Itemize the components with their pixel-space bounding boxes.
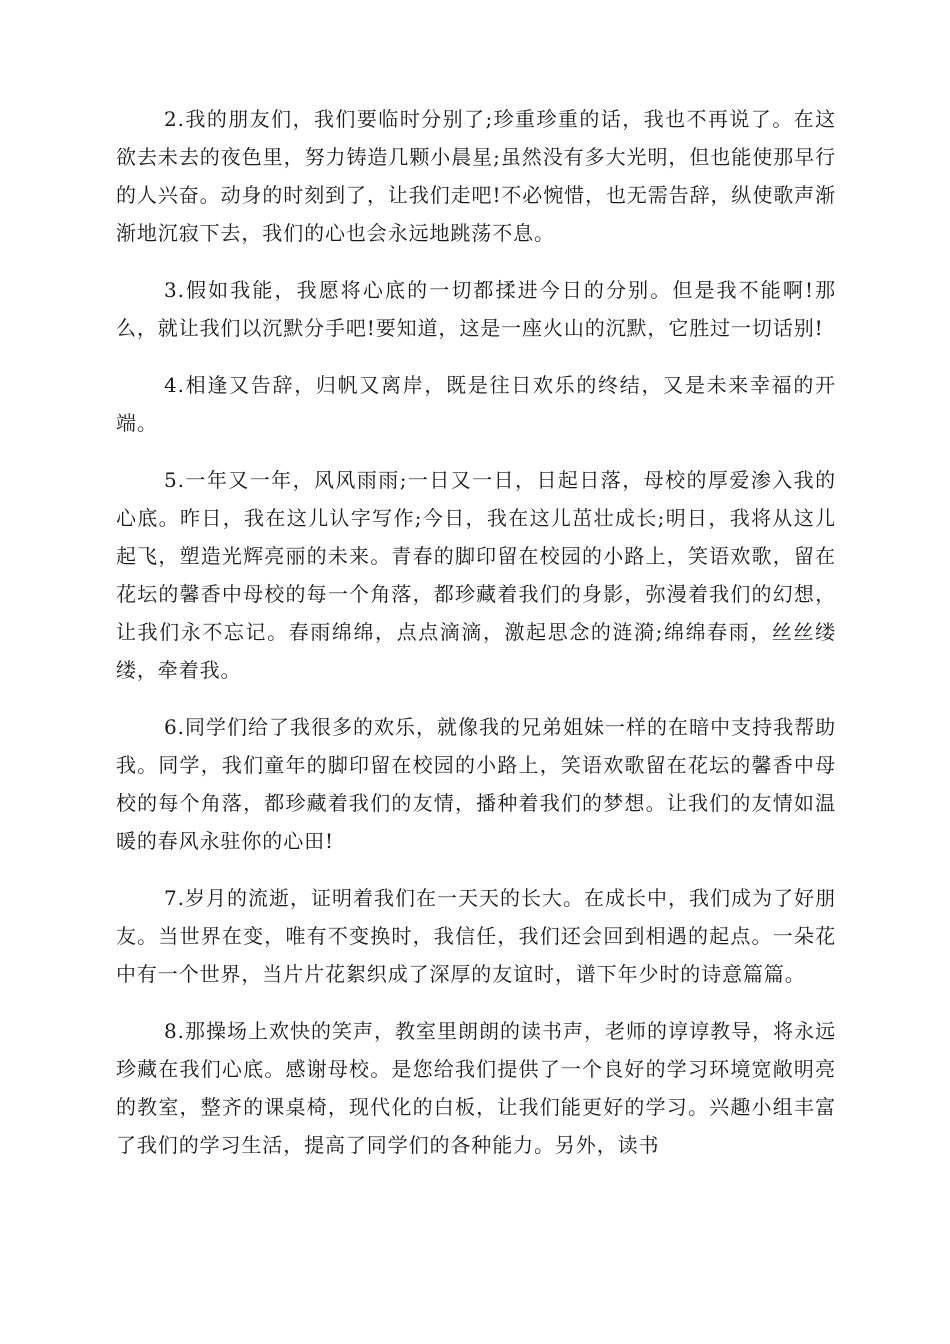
paragraph-6: 6.同学们给了我很多的欢乐，就像我的兄弟姐妹一样的在暗中支持我帮助我。同学，我们童年的脚印留在校园的小路上，笑语欢歌留在花坛的馨香中母校的每个角落，都珍藏着我们的友情，播种着我们的梦想。让我们的友情如温暖的春风永驻你的心田! (116, 715, 836, 853)
paragraph-4: 4.相逢又告辞，归帆又离岸，既是往日欢乐的终结，又是未来幸福的开端。 (116, 373, 836, 435)
paragraph-5: 5.一年又一年，风风雨雨;一日又一日，日起日落，母校的厚爱渗入我的心底。昨日，我在这儿认字写作;今日，我在这儿茁壮成长;明日，我将从这儿起飞，塑造光辉亮丽的未来。青春的脚印留在校园的小路上，笑语欢歌，留在花坛的馨香中母校的每一个角落，都珍藏着我们的身影，弥漫着我们的幻想，让我们永不忘记。春雨绵绵，点点滴滴，激起思念的涟漪;绵绵春雨，丝丝缕缕，牵着我。 (116, 468, 836, 682)
document-body (116, 100, 836, 1183)
paragraph-8: 8.那操场上欢快的笑声，教室里朗朗的读书声，老师的谆谆教导，将永远珍藏在我们心底。感谢母校。是您给我们提供了一个良好的学习环境宽敞明亮的教室，整齐的课桌椅，现代化的白板，让我们能更好的学习。兴趣小组丰富了我们的学习生活，提高了同学们的各种能力。另外，读书 (116, 1019, 836, 1157)
paragraph-2: 2.我的朋友们，我们要临时分别了;珍重珍重的话，我也不再说了。在这欲去未去的夜色里，努力铸造几颗小晨星;虽然没有多大光明，但也能使那早行的人兴奋。动身的时刻到了，让我们走吧!不必惋惜，也无需告辞，纵使歌声渐渐地沉寂下去，我们的心也会永远地跳荡不息。 (116, 107, 836, 245)
paragraph-3: 3.假如我能，我愿将心底的一切都揉进今日的分别。但是我不能啊!那么，就让我们以沉默分手吧!要知道，这是一座火山的沉默，它胜过一切话别! (116, 278, 836, 340)
paragraph-7: 7.岁月的流逝，证明着我们在一天天的长大。在成长中，我们成为了好朋友。当世界在变，唯有不变换时，我信任，我们还会回到相遇的起点。一朵花中有一个世界，当片片花絮织成了深厚的友谊时，谱下年少时的诗意篇篇。 (116, 886, 836, 986)
